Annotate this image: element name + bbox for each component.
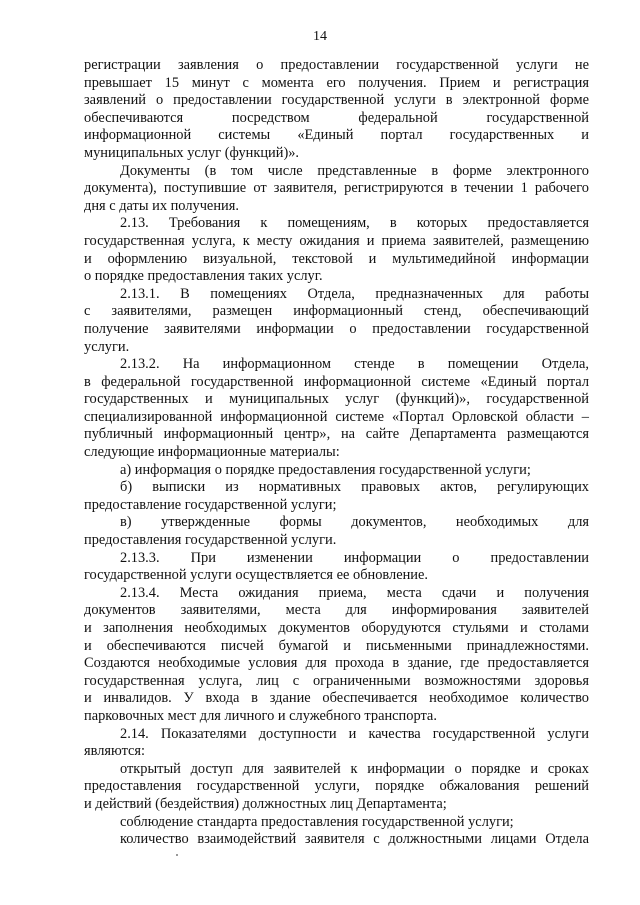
scan-speck — [176, 854, 178, 856]
text-line: предоставление государственной услуги; — [84, 496, 337, 513]
text-line: парковочных мест для личного и служебного транспорта. — [84, 707, 437, 724]
text-line: и оформлению визуальной, текстовой и мультимедийной информации — [84, 250, 589, 267]
text-line: документа), поступившие от заявителя, регистрируются в течении 1 рабочего — [84, 180, 589, 197]
text-line: заявлений о предоставлении государственной услуги в электронной форме — [84, 92, 589, 109]
document-body — [84, 57, 589, 849]
text-line: 2.13.4. Места ожидания приема, места сдачи и получения — [120, 584, 589, 601]
text-line: государственной услуги осуществляется ее обновление. — [84, 567, 428, 584]
text-line: специализированной информационной системе «Портал Орловской области – — [84, 408, 589, 425]
text-line: открытый доступ для заявителей к информации о порядке и сроках — [120, 760, 589, 777]
text-line: 2.13.1. В помещениях Отдела, предназначенных для работы — [120, 285, 589, 302]
text-line: муниципальных услуг (функций)». — [84, 144, 300, 161]
text-line: предоставления государственной услуги. — [84, 532, 337, 549]
text-line: предоставления государственной услуги, порядке обжалования решений — [84, 778, 589, 795]
text-line: обеспечиваются посредством федеральной государственной — [84, 109, 589, 126]
text-line: услуги. — [84, 338, 130, 355]
text-line: о порядке предоставления таких услуг. — [84, 268, 323, 285]
text-line: 2.13. Требования к помещениям, в которых предоставляется — [120, 215, 589, 232]
text-line: с заявителями, размещен информационный стенд, обеспечивающий — [84, 303, 589, 320]
text-line: дня с даты их получения. — [84, 197, 239, 214]
text-line: и инвалидов. У входа в здание обеспечивается необходимое количество — [84, 690, 589, 707]
text-line: а) информация о порядке предоставления государственной услуги; — [120, 461, 531, 478]
text-line: государственных и муниципальных услуг (функций)», государственной — [84, 391, 589, 408]
text-line: Создаются необходимые условия для прохода в здание, где предоставляется — [84, 655, 589, 672]
text-line: 2.13.2. На информационном стенде в помещении Отдела, — [120, 356, 589, 373]
text-line: регистрации заявления о предоставлении государственной услуги не — [84, 57, 589, 73]
text-line: публичный информационный центр», на сайте Департамента размещаются — [84, 426, 589, 443]
text-line: и обеспечиваются писчей бумагой и письменными принадлежностями. — [84, 637, 589, 654]
text-line: государственная услуга, к месту ожидания и приема заявителей, размещению — [84, 232, 589, 249]
page-number: 14 — [313, 29, 327, 44]
text-line: превышает 15 минут с момента его получения. Прием и регистрация — [84, 74, 589, 91]
text-line: следующие информационные материалы: — [84, 444, 340, 461]
text-line: 2.14. Показателями доступности и качества государственной услуги — [120, 725, 589, 742]
text-line: в федеральной государственной информационной системе «Единый портал — [84, 373, 589, 390]
text-line: получение заявителями информации о предоставлении государственной — [84, 320, 589, 337]
text-line: и действий (бездействия) должностных лиц Департамента; — [84, 795, 447, 812]
text-line: количество взаимодействий заявителя с должностными лицами Отдела — [120, 831, 589, 848]
text-line: государственная услуга, лиц с ограниченными возможностями здоровья — [84, 672, 589, 689]
text-line: в) утвержденные формы документов, необходимых для — [120, 514, 589, 531]
text-line: соблюдение стандарта предоставления государственной услуги; — [120, 813, 514, 830]
text-line: и заполнения необходимых документов оборудуются стульями и столами — [84, 620, 589, 636]
text-line: б) выписки из нормативных правовых актов, регулирующих — [120, 479, 589, 496]
text-line: являются: — [84, 743, 146, 760]
text-line: информационной системы «Единый портал государственных и — [84, 127, 589, 144]
text-line: 2.13.3. При изменении информации о предоставлении — [120, 549, 589, 566]
text-line: документов заявителями, места для информирования заявителей — [84, 602, 589, 619]
text-line: Документы (в том числе представленные в форме электронного — [120, 162, 589, 179]
